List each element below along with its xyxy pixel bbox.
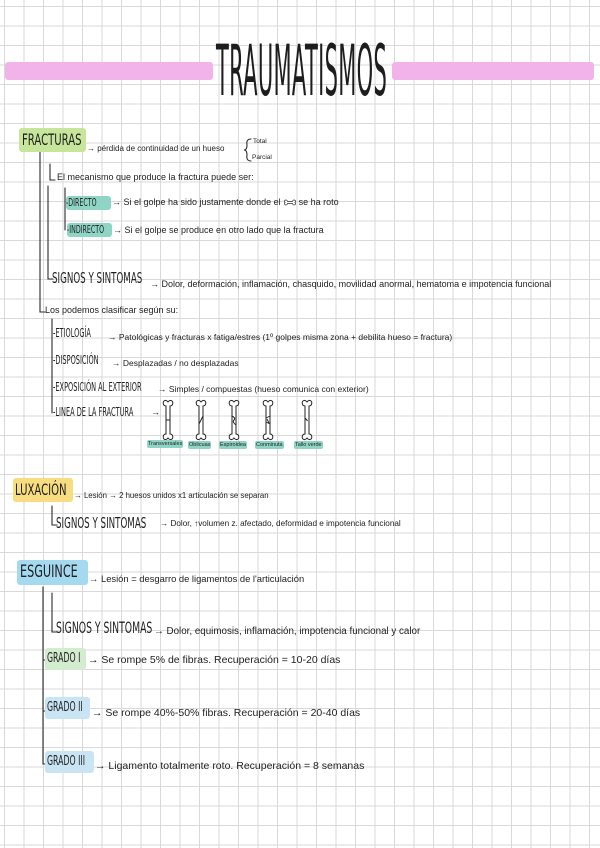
directo-text-after: se ha roto <box>298 197 339 207</box>
bone-icon <box>284 198 296 207</box>
luxacion-definition: → Lesión → 2 huesos unidos x1 articulación se separan <box>74 491 269 500</box>
label-conminuta: Conminuta <box>256 442 283 448</box>
disposicion-label: -DISPOSICIÓN <box>53 353 99 367</box>
label-espiroidea: Espiroidea <box>220 442 246 448</box>
total-parcial-brace <box>244 139 251 161</box>
label-tallo-verde: Tallo verde <box>295 442 322 448</box>
bone-transversal-icon <box>161 399 175 441</box>
linea-fractura-arrow: → <box>151 407 160 417</box>
fracturas-definition: → pérdida de continuidad de un hueso <box>87 144 225 153</box>
page-title: TRAUMATISMOS <box>216 30 388 112</box>
fracturas-heading: FRACTURAS <box>22 130 82 149</box>
mechanism-intro: El mecanismo que produce la fractura puede ser: <box>57 172 254 182</box>
etiologia-label: -ETIOLOGÍA <box>53 326 91 340</box>
grado-ii-label: GRADO II <box>47 700 83 715</box>
directo-text-before: → Si el golpe ha sido justamente donde el <box>112 197 281 207</box>
linea-fractura-label: -LINEA DE LA FRACTURA <box>53 405 134 419</box>
fracturas-trunk-line <box>40 151 45 312</box>
grado-iii-text: → Ligamento totalmente roto. Recuperación = 8 semanas <box>95 760 365 772</box>
fracturas-signs-text: → Dolor, deformación, inflamación, chasquido, movilidad anormal, hematoma e impotencia funcional <box>150 279 552 289</box>
label-oblicuas: Oblicuas <box>189 442 211 448</box>
directo-label: -DIRECTO <box>66 197 97 209</box>
directo-text <box>112 197 339 208</box>
etiologia-text: → Patológicas y fracturas x fatiga/estres (1º golpes misma zona + debilita hueso = fractura) <box>108 332 453 342</box>
signos-fracturas-branch-line <box>48 186 53 279</box>
esguince-definition: → Lesión = desgarro de ligamentos de l'articulación <box>89 573 305 584</box>
bone-oblicua-icon <box>194 399 208 441</box>
indirecto-label: -INDIRECTO <box>67 224 105 236</box>
luxacion-signs-text: → Dolor, ↑volumen z. afectado, deformidad e impotencia funcional <box>160 519 401 528</box>
exposicion-text: → Simples / compuestas (hueso comunica con exterior) <box>158 384 369 394</box>
grado-i-text: → Se rompe 5% de fibras. Recuperación = 10-20 días <box>88 654 341 666</box>
bone-tallo-verde-icon <box>300 399 314 441</box>
grado-ii-text: → Se rompe 40%-50% fibras. Recuperación = 20-40 días <box>92 707 361 719</box>
esguince-signs-label-display: SIGNOS Y SINTOMAS <box>56 618 153 637</box>
fracture-type-parcial: Parcial <box>252 154 272 161</box>
classification-intro: Los podemos clasificar según su: <box>45 305 179 315</box>
esguince-trunk-line <box>43 587 47 764</box>
mecanismo-branch-line <box>50 164 55 180</box>
esguince-signs-text: → Dolor, equimosis, inflamación, impotencia funcional y calor <box>154 626 421 637</box>
disposicion-text: → Desplazadas / no desplazadas <box>112 358 239 368</box>
esguince-heading: ESGUINCE <box>20 562 78 582</box>
bone-conminuta-icon <box>261 399 275 441</box>
label-transversales: Transversales <box>148 441 183 447</box>
fracture-type-total: Total <box>253 138 267 145</box>
luxacion-heading: LUXACIÓN <box>15 480 67 499</box>
grado-i-label: GRADO I <box>47 651 81 666</box>
fracturas-signs-label: SIGNOS Y SINTOMAS <box>52 269 143 287</box>
luxacion-signs-label: SIGNOS Y SINTOMAS <box>56 514 147 532</box>
exposicion-label: -EXPOSICIÓN AL EXTERIOR <box>53 380 142 394</box>
bone-espiroidea-icon <box>227 399 241 441</box>
grado-iii-label: GRADO III <box>47 754 86 769</box>
indirecto-text: → Si el golpe se produce en otro lado que la fractura <box>113 225 324 235</box>
